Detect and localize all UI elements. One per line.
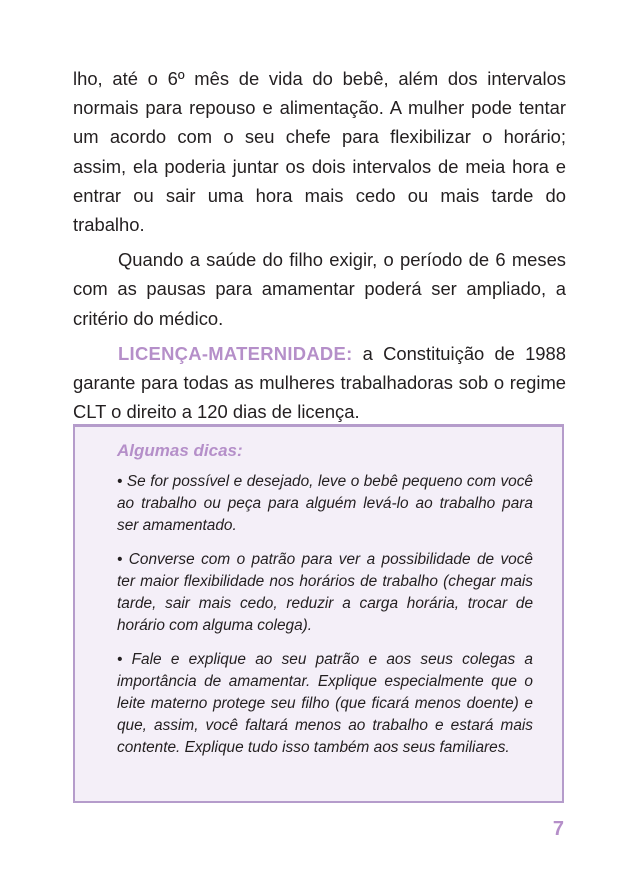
tips-list [117, 471, 533, 771]
paragraph-3 [73, 339, 566, 427]
paragraph-2: Quando a saúde do filho exigir, o período de 6 meses com as pausas para amamentar poderá ser ampliado, a critério do médico. [73, 249, 566, 329]
page-number: 7 [552, 818, 564, 840]
tips-box [73, 424, 564, 803]
paragraph-3-text: a Constituição de 1988 garante para todas as mulheres trabalhadoras sob o regime CLT o direito a 120 dias de licença. [73, 342, 566, 423]
paragraph-1: lho, até o 6º mês de vida do bebê, além dos intervalos normais para repouso e alimentação. A mulher pode tentar um acordo com o seu chefe para flexibilizar o horário; assim, ela poderia juntar os dois intervalos de meia hora e entrar ou sair uma hora mais cedo ou mais tarde do trabalho. [73, 68, 566, 236]
tip-item: • Fale e explique ao seu patrão e aos seus colegas a importância de amamentar. Explique especialmente que o leite materno protege seu filho (que ficará menos doente) e que, assim, você faltará menos ao trabalho e estará mais contente. Explique tudo isso também aos seus familiares. [117, 651, 533, 756]
tips-title: Algumas dicas: [117, 441, 243, 460]
tip-item: • Converse com o patrão para ver a possibilidade de você ter maior flexibilidade nos horários de trabalho (chegar mais tarde, sair mais cedo, reduzir a carga horária, trocar de horário com alguma colega). [117, 551, 533, 634]
tip-item: • Se for possível e desejado, leve o bebê pequeno com você ao trabalho ou peça para alguém levá-lo ao trabalho para ser amamentado. [117, 473, 533, 534]
licenca-maternidade-heading: LICENÇA-MATERNIDADE: [118, 342, 353, 364]
main-text [73, 64, 566, 426]
